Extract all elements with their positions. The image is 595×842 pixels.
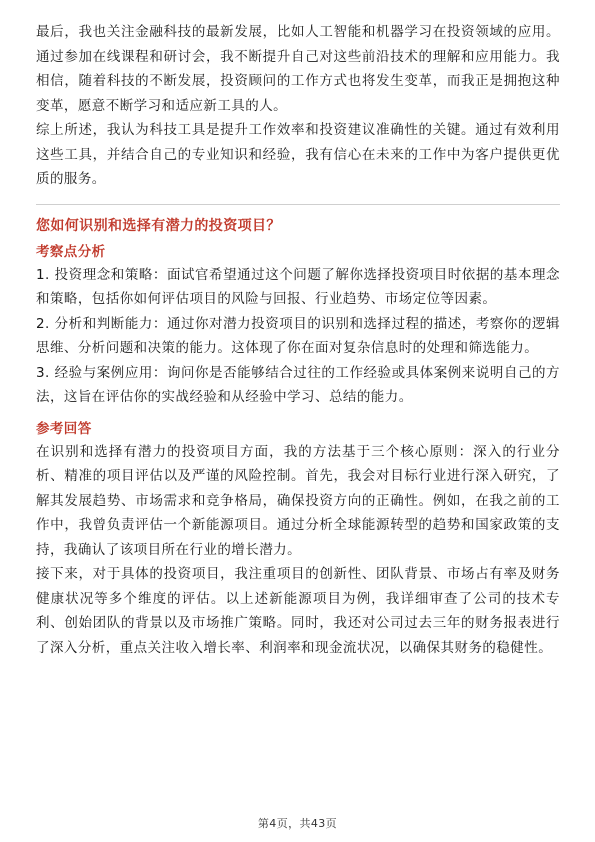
page-footer [0, 815, 595, 831]
analysis-heading: 考察点分析 [36, 243, 106, 260]
answer-paragraph: 接下来，对于具体的投资项目，我注重项目的创新性、团队背景、市场占有率及财务健康状况等多个维度的评估。以上述新能源项目为例，我详细审查了公司的技术专利、创始团队的背景以及市场推广策略。同时，我还对公司过去三年的财务报表进行了深入分析，重点关注收入增长率、利润率和现金流状况，以确保其财务的稳健性。 [36, 566, 560, 656]
question-title: 您如何识别和选择有潜力的投资项目？ [36, 217, 281, 234]
analysis-point: 3. 经验与案例应用：询问你是否能够结合过往的工作经验或具体案例来说明自己的方法，这旨在评估你的实战经验和从经验中学习、总结的能力。 [36, 364, 560, 405]
section-divider [36, 204, 560, 205]
intro-paragraph: 最后，我也关注金融科技的最新发展，比如人工智能和机器学习在投资领域的应用。通过参加在线课程和研讨会，我不断提升自己对这些前沿技术的理解和应用能力。我相信，随着科技的不断发展，投资顾问的工作方式也将发生变革，而我正是拥抱这种变革，愿意不断学习和适应新工具的人。 [36, 24, 560, 114]
question-section [36, 215, 560, 661]
intro-section [36, 20, 560, 192]
answer-heading: 参考回答 [36, 420, 92, 437]
page-number: 第4页，共43页 [257, 817, 338, 830]
document-page [36, 20, 560, 660]
intro-paragraph: 综上所述，我认为科技工具是提升工作效率和投资建议准确性的关键。通过有效利用这些工具，并结合自己的专业知识和经验，我有信心在未来的工作中为客户提供更优质的服务。 [36, 122, 560, 187]
answer-paragraph: 在识别和选择有潜力的投资项目方面，我的方法基于三个核心原则：深入的行业分析、精准的项目评估以及严谨的风险控制。首先，我会对目标行业进行深入研究，了解其发展趋势、市场需求和竞争格局，确保投资方向的正确性。例如，在我之前的工作中，我曾负责评估一个新能源项目。通过分析全球能源转型的趋势和国家政策的支持，我确认了该项目所在行业的增长潜力。 [36, 443, 560, 558]
analysis-point: 2. 分析和判断能力：通过你对潜力投资项目的识别和选择过程的描述，考察你的逻辑思维、分析问题和决策的能力。这体现了你在面对复杂信息时的处理和筛选能力。 [36, 315, 560, 356]
analysis-point: 1. 投资理念和策略：面试官希望通过这个问题了解你选择投资项目时依据的基本理念和策略，包括你如何评估项目的风险与回报、行业趋势、市场定位等因素。 [36, 266, 560, 307]
